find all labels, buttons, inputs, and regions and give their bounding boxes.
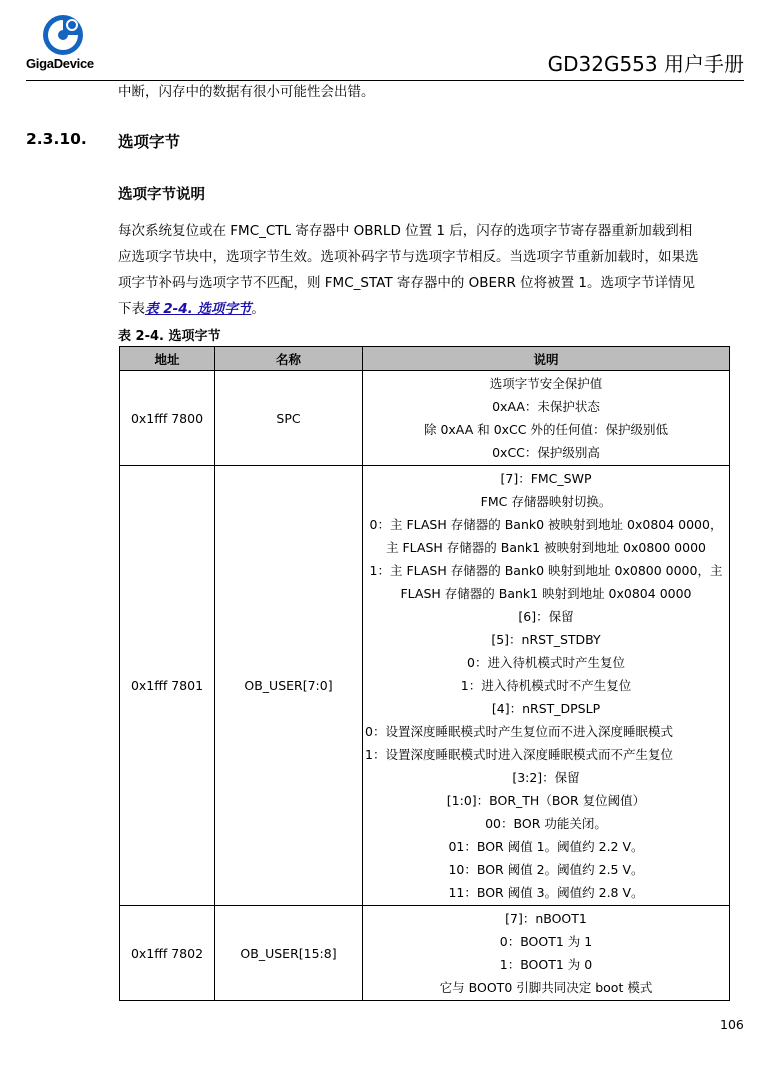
description-line: 主 FLASH 存储器的 Bank1 被映射到地址 0x0800 0000: [386, 540, 706, 555]
cell-name: OB_USER[7:0]: [215, 466, 363, 906]
cell-address: 0x1fff 7801: [120, 466, 215, 906]
gigadevice-logo: [26, 14, 106, 74]
description-line: 1：主 FLASH 存储器的 Bank0 映射到地址 0x0800 0000，主: [369, 563, 723, 578]
description-line: 除 0xAA 和 0xCC 外的任何值：保护级别低: [423, 422, 668, 437]
header-name: 名称: [215, 347, 363, 371]
paragraph-suffix: 。: [251, 301, 265, 317]
description-line: 11：BOR 阈值 3。阈值约 2.8 V。: [448, 885, 644, 900]
document-title: GD32G553 用户手册: [547, 52, 744, 76]
description-line: 它与 BOOT0 引脚共同决定 boot 模式: [439, 980, 653, 995]
option-bytes-table: [119, 346, 730, 1001]
description-line: FLASH 存储器的 Bank1 映射到地址 0x0804 0000: [400, 586, 692, 601]
paragraph-prefix: 下表: [118, 301, 145, 317]
page-number: 106: [720, 1017, 744, 1032]
table-row: [120, 906, 730, 1001]
paragraph-line: 项字节补码与选项字节不匹配，则 FMC_STAT 寄存器中的 OBERR 位将被置 1。选项字节详情见: [118, 275, 696, 291]
description-line: [6]：保留: [518, 609, 574, 624]
description-line: 0：BOOT1 为 1: [499, 934, 593, 949]
cell-address: 0x1fff 7802: [120, 906, 215, 1001]
paragraph-line: 每次系统复位或在 FMC_CTL 寄存器中 OBRLD 位置 1 后，闪存的选项字节寄存器重新加载到相: [118, 223, 693, 239]
description-line: [5]：nRST_STDBY: [491, 632, 601, 647]
paragraph-line: 应选项字节块中，选项字节生效。选项补码字节与选项字节相反。当选项字节重新加载时，如果选: [118, 249, 699, 265]
page-header: [0, 0, 784, 84]
table-row: [120, 371, 730, 466]
description-line: [3:2]：保留: [512, 770, 580, 785]
section-title: 选项字节: [118, 133, 181, 151]
paragraph-line-last: [118, 296, 746, 322]
description-line: 1：BOOT1 为 0: [499, 957, 593, 972]
subsection-title: 选项字节说明: [118, 187, 205, 203]
description-line: 00：BOR 功能关闭。: [485, 816, 607, 831]
description-line: 0：主 FLASH 存储器的 Bank0 被映射到地址 0x0804 0000，: [369, 517, 723, 532]
description-line: [1:0]：BOR_TH（BOR 复位阈值）: [446, 793, 646, 808]
description-line: [7]：FMC_SWP: [500, 471, 592, 486]
cell-name: OB_USER[15:8]: [215, 906, 363, 1001]
description-line: 01：BOR 阈值 1。阈值约 2.2 V。: [448, 839, 644, 854]
header-address: 地址: [120, 347, 215, 371]
section-number: 2.3.10.: [26, 130, 87, 148]
intro-line: 中断，闪存中的数据有很小可能性会出错。: [118, 84, 375, 100]
description-line: 0xCC：保护级别高: [492, 445, 600, 460]
description-line: [4]：nRST_DPSLP: [491, 701, 601, 716]
description-line: 1：进入待机模式时不产生复位: [460, 678, 632, 693]
cell-description: [363, 466, 730, 906]
table-header-row: [120, 347, 730, 371]
description-paragraph: [118, 218, 746, 322]
table-reference-link[interactable]: 表 2-4. 选项字节: [145, 301, 252, 317]
table-caption: 表 2-4. 选项字节: [118, 329, 221, 344]
logo-text: GigaDevice: [26, 56, 94, 71]
description-line: 0xAA：未保护状态: [492, 399, 600, 414]
description-line: 0：进入待机模式时产生复位: [467, 655, 625, 670]
description-line: FMC 存储器映射切换。: [480, 494, 612, 509]
cell-name: SPC: [215, 371, 363, 466]
cell-address: 0x1fff 7800: [120, 371, 215, 466]
description-line: 1：设置深度睡眠模式时进入深度睡眠模式而不产生复位: [365, 747, 673, 762]
description-line: 10：BOR 阈值 2。阈值约 2.5 V。: [448, 862, 644, 877]
cell-description: [363, 906, 730, 1001]
description-line: 选项字节安全保护值: [489, 376, 603, 391]
cell-description: [363, 371, 730, 466]
description-line: 0：设置深度睡眠模式时产生复位而不进入深度睡眠模式: [365, 724, 673, 739]
logo-mark-icon: [42, 14, 84, 56]
header-description: 说明: [363, 347, 730, 371]
table-row: [120, 466, 730, 906]
description-line: [7]：nBOOT1: [505, 911, 587, 926]
